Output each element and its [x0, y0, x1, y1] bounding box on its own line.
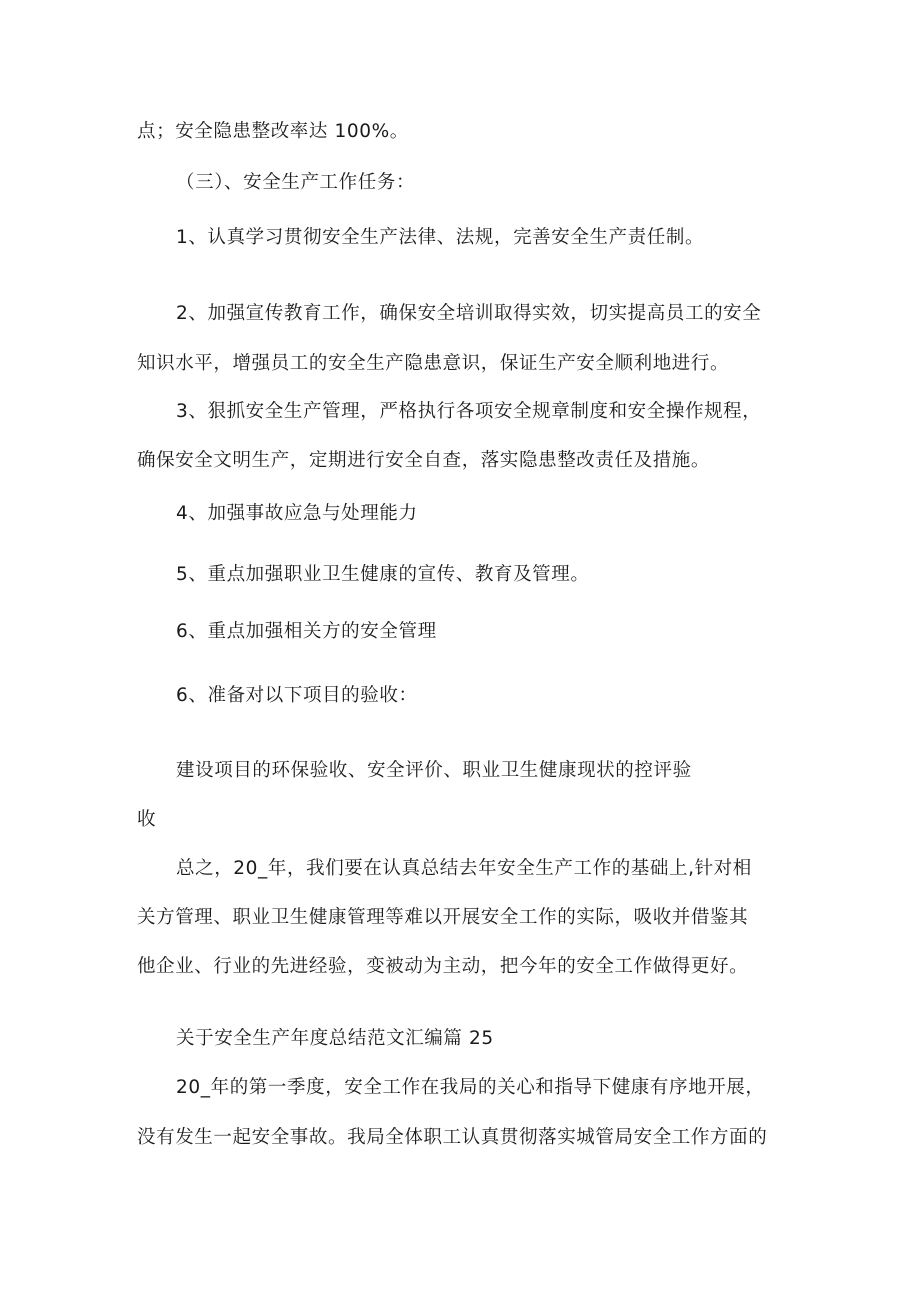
text-line: 6、重点加强相关方的安全管理: [176, 621, 437, 642]
text-line: 关方管理、职业卫生健康管理等难以开展安全工作的实际，吸收并借鉴其: [137, 907, 749, 928]
text-line: 4、加强事故应急与处理能力: [176, 503, 418, 524]
text-line: 关于安全生产年度总结范文汇编篇 25: [176, 1028, 494, 1049]
text-line: 知识水平，增强员工的安全生产隐患意识，保证生产安全顺利地进行。: [137, 353, 730, 374]
text-line: 总之，20_年，我们要在认真总结去年安全生产工作的基础上,针对相: [176, 858, 752, 879]
text-line: 没有发生一起安全事故。我局全体职工认真贯彻落实城管局安全工作方面的: [137, 1127, 768, 1148]
text-line: 确保安全文明生产，定期进行安全自查，落实隐患整改责任及措施。: [137, 450, 711, 471]
text-line: 3、狠抓安全生产管理，严格执行各项安全规章制度和安全操作规程，: [176, 401, 762, 422]
text-line: 点；安全隐患整改率达 100%。: [137, 121, 409, 142]
text-line: 20_年的第一季度，安全工作在我局的关心和指导下健康有序地开展，: [176, 1077, 765, 1098]
text-line: 2、加强宣传教育工作，确保安全培训取得实效，切实提高员工的安全: [176, 303, 762, 324]
text-line: 建设项目的环保验收、安全评价、职业卫生健康现状的控评验: [176, 760, 692, 781]
text-line: 他企业、行业的先进经验，变被动为主动，把今年的安全工作做得更好。: [137, 956, 749, 977]
text-line: 1、认真学习贯彻安全生产法律、法规，完善安全生产责任制。: [176, 227, 705, 248]
text-line: （三）、安全生产工作任务：: [176, 172, 416, 193]
text-line: 6、准备对以下项目的验收：: [176, 685, 418, 706]
text-line: 5、重点加强职业卫生健康的宣传、教育及管理。: [176, 564, 590, 585]
text-line: 收: [137, 809, 157, 830]
